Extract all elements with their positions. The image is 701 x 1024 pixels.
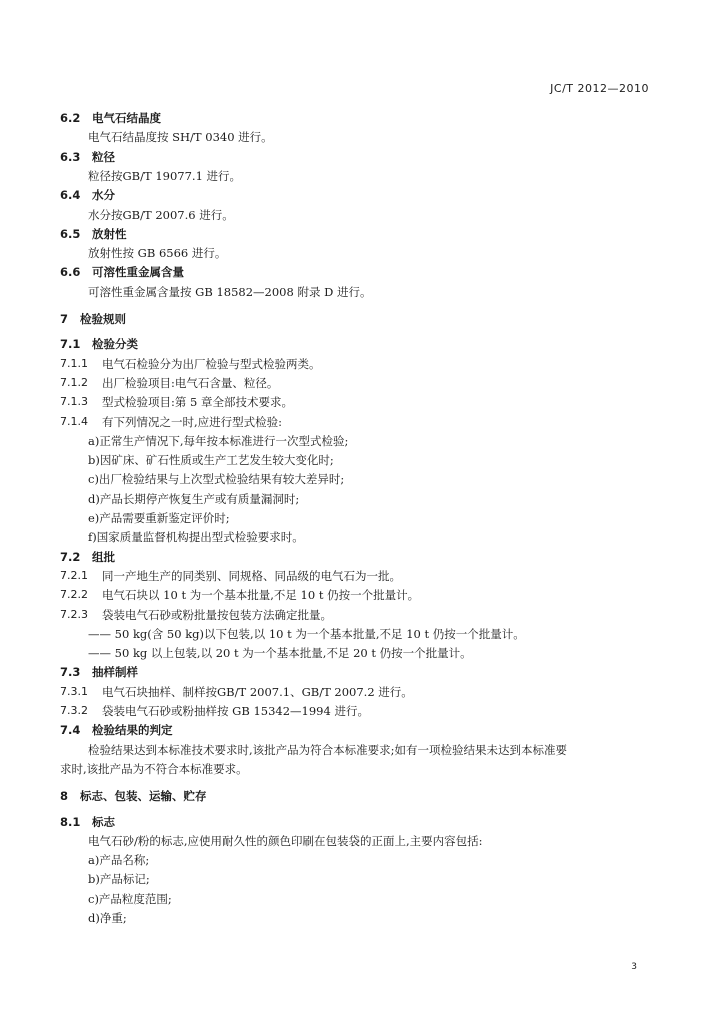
text-line: 型式检验项目:第 5 章全部技术要求。: [102, 395, 294, 410]
text-line: 袋装电气石砂或粉抽样按 GB 15342—1994 进行。: [102, 704, 369, 718]
clause-number: 7.2.2: [60, 588, 88, 602]
text-line: 放射性按 GB 6566 进行。: [88, 246, 227, 261]
text-line: 袋装电气石砂或粉批量按包装方法确定批量。: [102, 607, 332, 622]
text-line: 检验结果达到本标准技术要求时,该批产品为符合本标准要求;如有一项检验结果未达到本标准要: [88, 742, 568, 757]
text-line: 求时,该批产品为不符合本标准要求。: [60, 761, 248, 776]
section-heading: 检验规则: [80, 312, 126, 326]
text-line: b)因矿床、矿石性质或生产工艺发生较大变化时;: [88, 453, 334, 468]
clause-number: 6.6: [60, 265, 81, 280]
clause-number: 7.1.2: [60, 375, 88, 389]
clause-number: 7.3: [60, 665, 81, 680]
clause-number: 8: [60, 789, 69, 804]
clause-number: 7.1.1: [60, 356, 88, 370]
text-line: 电气石块抽样、制样按GB/T 2007.1、GB/T 2007.2 进行。: [102, 684, 413, 699]
section-heading: 检验结果的判定: [92, 723, 173, 738]
clause-number: 7.4: [60, 723, 81, 738]
clause-number: 7.1: [60, 337, 81, 352]
text-line: c)出厂检验结果与上次型式检验结果有较大差异时;: [88, 472, 345, 487]
text-line: a)正常生产情况下,每年按本标准进行一次型式检验;: [88, 433, 349, 448]
text-line: 电气石砂/粉的标志,应使用耐久性的颜色印刷在包装袋的正面上,主要内容包括:: [88, 833, 483, 848]
clause-number: 7.1.3: [60, 395, 88, 409]
clause-number: 7.1.4: [60, 414, 88, 428]
section-heading: 可溶性重金属含量: [92, 265, 184, 280]
text-line: 水分按GB/T 2007.6 进行。: [88, 207, 234, 222]
clause-number: 6.5: [60, 226, 81, 241]
clause-number: 8.1: [60, 814, 81, 829]
text-line: 电气石结晶度按 SH/T 0340 进行。: [88, 130, 273, 145]
section-heading: 水分: [92, 188, 115, 203]
clause-number: 6.4: [60, 188, 81, 203]
section-heading: 组批: [92, 549, 115, 564]
text-line: 有下列情况之一时,应进行型式检验:: [102, 414, 283, 429]
clause-number: 7.3.1: [60, 684, 88, 698]
section-heading: 放射性: [92, 226, 127, 241]
text-line: d)产品长期停产恢复生产或有质量漏洞时;: [88, 491, 300, 506]
text-line: c)产品粒度范围;: [88, 891, 172, 906]
text-line: d)净重;: [88, 911, 127, 925]
section-heading: 标志: [92, 814, 115, 829]
text-line: 电气石检验分为出厂检验与型式检验两类。: [102, 356, 321, 371]
clause-number: 7.3.2: [60, 704, 88, 717]
text-line: 电气石块以 10 t 为一个基本批量,不足 10 t 仍按一个批量计。: [102, 588, 420, 603]
text-line: 出厂检验项目:电气石含量、粒径。: [102, 375, 279, 390]
section-heading: 检验分类: [92, 337, 138, 352]
clause-number: 7.2: [60, 549, 81, 564]
clause-number: 6.3: [60, 149, 81, 164]
section-heading: 标志、包装、运输、贮存: [80, 789, 207, 804]
section-heading: 粒径: [92, 149, 115, 164]
section-heading: 抽样制样: [92, 665, 138, 680]
clause-number: 6.2: [60, 111, 81, 125]
text-line: 粒径按GB/T 19077.1 进行。: [88, 168, 242, 183]
clause-number: 7.2.1: [60, 568, 88, 582]
clause-number: 7: [60, 312, 69, 326]
text-line: —— 50 kg(含 50 kg)以下包装,以 10 t 为一个基本批量,不足 10 t 仍按一个批量计。: [88, 626, 525, 641]
text-line: —— 50 kg 以上包装,以 20 t 为一个基本批量,不足 20 t 仍按一个批量计。: [88, 646, 472, 661]
text-line: b)产品标记;: [88, 872, 150, 887]
text-line: e)产品需要重新鉴定评价时;: [88, 511, 230, 525]
clause-number: 7.2.3: [60, 607, 88, 621]
text-line: 同一产地生产的同类别、同规格、同品级的电气石为一批。: [102, 568, 401, 583]
section-heading: 电气石结晶度: [92, 111, 161, 125]
page-number: 3: [631, 962, 637, 972]
standard-code: JC/T 2012—2010: [550, 82, 649, 95]
text-line: a)产品名称;: [88, 853, 150, 868]
text-line: f)国家质量监督机构提出型式检验要求时。: [88, 530, 304, 545]
text-line: 可溶性重金属含量按 GB 18582—2008 附录 D 进行。: [88, 284, 372, 299]
